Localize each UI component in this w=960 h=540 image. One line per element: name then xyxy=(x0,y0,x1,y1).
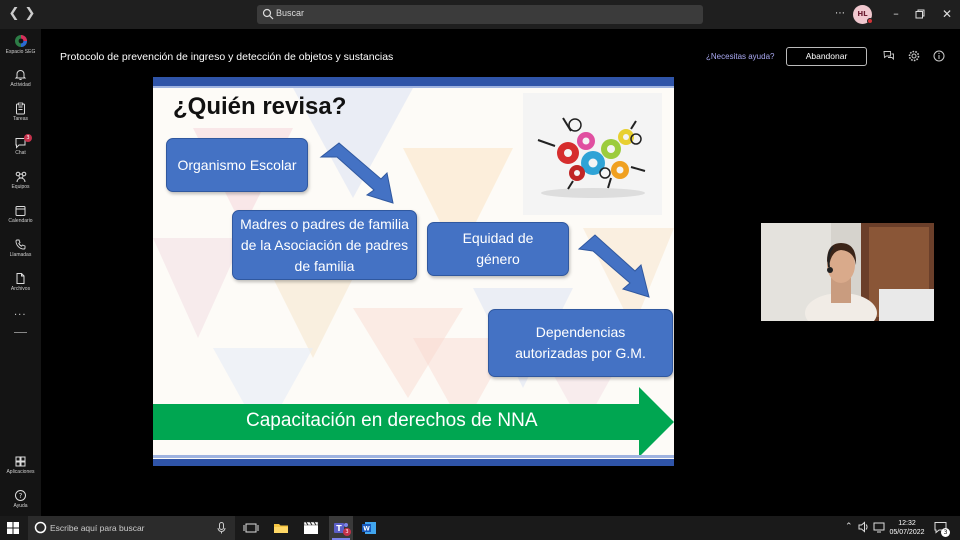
svg-text:?: ? xyxy=(18,492,23,500)
rail-item-espacio-seg[interactable] xyxy=(0,34,41,64)
clock-time: 12:32 xyxy=(898,520,916,527)
search-placeholder: Buscar xyxy=(276,8,305,18)
title-bar xyxy=(0,0,960,29)
slide-top-border xyxy=(153,77,674,86)
org-logo-icon xyxy=(14,34,28,48)
more-apps-icon[interactable]: ··· xyxy=(14,310,27,321)
rail-item-ayuda[interactable] xyxy=(0,489,41,519)
apps-icon xyxy=(14,455,27,468)
maximize-icon[interactable] xyxy=(913,7,927,21)
rail-label: Aplicaciones xyxy=(6,469,35,475)
teams-taskbar-active[interactable] xyxy=(329,516,353,540)
participant-video[interactable] xyxy=(761,223,934,321)
svg-text:W: W xyxy=(363,525,370,533)
tray-chevron-icon[interactable]: ⌃ xyxy=(845,522,853,532)
slide-title: ¿Quién revisa? xyxy=(173,93,347,120)
slide-box-text: Equidad de género xyxy=(462,230,534,267)
gear-icon[interactable] xyxy=(908,50,920,62)
rail-item-llamadas[interactable] xyxy=(0,238,41,268)
video-editor-icon[interactable] xyxy=(303,520,319,536)
rail-item-chat[interactable] xyxy=(0,136,41,166)
slide-box-madres-padres xyxy=(232,210,417,280)
slide-box-organismo xyxy=(166,138,308,192)
rail-label: Tareas xyxy=(12,116,28,122)
rail-label: Llamadas xyxy=(9,252,32,258)
slide-box-dependencias xyxy=(488,309,673,377)
banner-text: Capacitación en derechos de NNA xyxy=(246,410,538,431)
shared-slide xyxy=(153,77,674,466)
rail-label: Equipos xyxy=(11,184,30,190)
file-icon xyxy=(14,272,27,285)
curved-arrow-icon xyxy=(313,135,403,205)
rail-label: Calendario xyxy=(8,218,33,224)
teams-icon xyxy=(14,170,28,183)
rail-item-equipos[interactable] xyxy=(0,170,41,200)
more-options-icon[interactable]: ⋯ xyxy=(835,8,845,19)
back-icon[interactable]: ❮ xyxy=(8,6,20,21)
info-icon[interactable] xyxy=(933,50,945,62)
rail-item-calendario[interactable] xyxy=(0,204,41,234)
rail-item-archivos[interactable] xyxy=(0,272,41,302)
rail-item-aplicaciones[interactable] xyxy=(0,455,41,485)
leave-button[interactable]: Abandonar xyxy=(786,47,867,66)
slide-box-text: Dependencias autorizadas por G.M. xyxy=(515,324,646,361)
system-clock[interactable] xyxy=(882,519,932,537)
cortana-icon xyxy=(34,521,47,534)
slide-box-text: Madres o padres de familia de la Asociación de padres de familia xyxy=(240,215,409,274)
svg-text:T: T xyxy=(336,524,342,533)
meeting-title: Protocolo de prevención de ingreso y detección de objetos y sustancias xyxy=(60,51,394,63)
task-view-icon[interactable] xyxy=(243,520,259,536)
phone-icon xyxy=(14,238,27,251)
volume-icon[interactable] xyxy=(858,521,870,533)
presence-status-icon xyxy=(867,18,873,24)
slide-bottom-border xyxy=(153,459,674,466)
help-icon xyxy=(14,489,27,502)
rail-label: Actividad xyxy=(10,82,31,88)
rail-divider xyxy=(14,332,27,333)
taskbar xyxy=(0,516,960,540)
notifications-badge: 3 xyxy=(941,528,950,537)
participant-video-frame xyxy=(761,223,934,321)
clock-date: 05/07/2022 xyxy=(889,529,925,536)
rail-label: Chat xyxy=(15,150,26,156)
curved-arrow-icon xyxy=(573,229,658,299)
microphone-icon[interactable] xyxy=(217,522,226,534)
app-rail xyxy=(0,29,41,516)
close-icon[interactable]: ✕ xyxy=(941,7,953,21)
slide-box-equidad xyxy=(427,222,569,276)
forward-icon[interactable]: ❯ xyxy=(24,6,36,21)
rail-label: Ayuda xyxy=(13,503,28,509)
rail-item-actividad[interactable] xyxy=(0,68,41,98)
taskbar-search-input[interactable] xyxy=(28,516,235,540)
help-link[interactable]: ¿Necesitas ayuda? xyxy=(706,52,775,61)
avatar[interactable]: HL xyxy=(853,5,872,24)
chat-badge: 3 xyxy=(24,134,32,142)
slide-bottom-border-light xyxy=(153,455,674,458)
chat-bubbles-icon[interactable] xyxy=(883,50,895,62)
bell-icon xyxy=(14,68,27,81)
rail-item-tareas[interactable] xyxy=(0,102,41,132)
file-explorer-icon[interactable] xyxy=(273,520,289,536)
windows-start-icon[interactable] xyxy=(7,522,19,534)
rail-label: Archivos xyxy=(10,286,31,292)
gears-magnifier-image xyxy=(523,93,662,215)
search-icon xyxy=(262,8,274,20)
calendar-icon xyxy=(14,204,27,217)
word-app-icon[interactable] xyxy=(361,520,377,536)
search-input[interactable] xyxy=(257,5,703,24)
rail-label: Espacio SEG xyxy=(5,49,36,55)
slide-box-text: Organismo Escolar xyxy=(177,156,297,173)
taskbar-search-placeholder: Escribe aquí para buscar xyxy=(50,523,145,533)
minimize-icon[interactable]: – xyxy=(893,7,899,20)
teams-taskbar-badge: 3 xyxy=(343,528,351,536)
assignments-icon xyxy=(14,102,27,115)
slide-top-border-light xyxy=(153,86,674,88)
